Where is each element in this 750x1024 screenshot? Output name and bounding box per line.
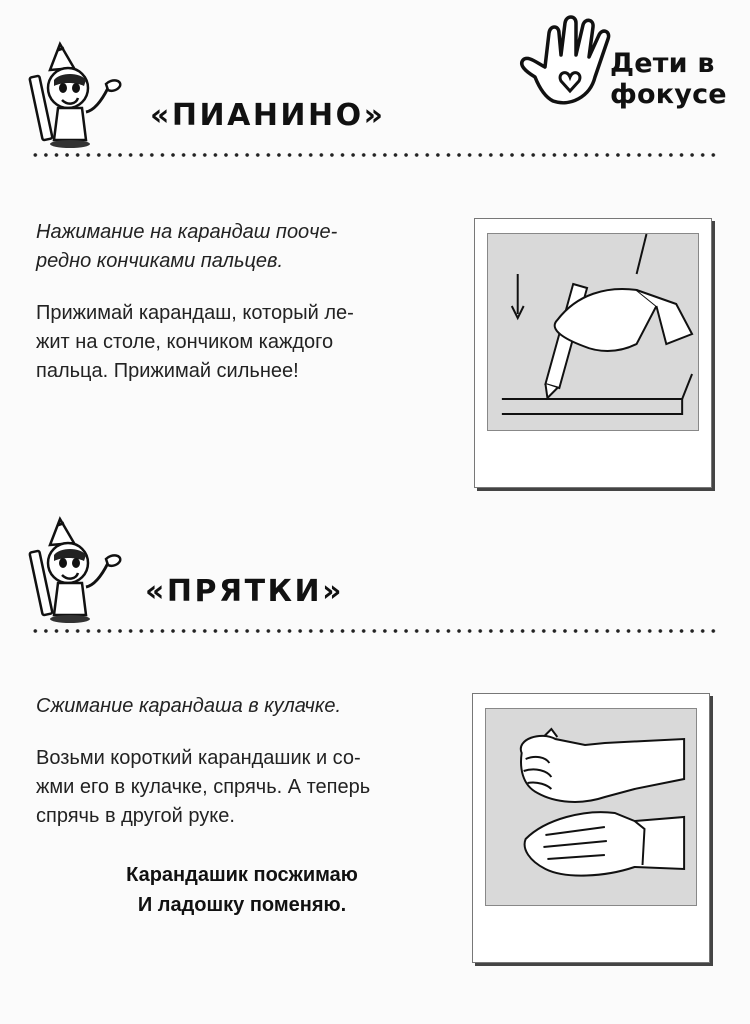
lead-line: Нажимание на карандаш поoче- [36,221,338,243]
section-text-piano [36,218,448,386]
pressing-pencil-illustration [487,233,699,431]
section-title-piano: «ПИАНИНО» [150,98,386,133]
lead-line: редно кончиками пальцев. [36,250,284,272]
body-line: Прижимай карандаш, который ле- [36,302,354,324]
pencil-mascot-icon [28,515,128,625]
body-line: Возьми короткий карандашик и со- [36,747,361,769]
rhyme-line: И ладошку поменяю. [137,894,347,916]
dotted-divider [30,152,720,158]
logo-line-1: Дети в [610,48,715,79]
illustration-frame [474,218,712,488]
body-line: пальца. Прижимай сильнее! [36,360,299,382]
rhyme-line: Карандашик посжимаю [126,864,358,886]
section-text-hide-and-seek [36,692,448,831]
illustration-frame [472,693,710,963]
fist-pencil-illustration [485,708,697,906]
section-title-hide-and-seek: «ПРЯТКИ» [145,574,345,609]
body-line: жит на столе, кончиком каждого [36,331,334,353]
logo-text [610,48,727,110]
logo-line-2: фокусе [610,79,727,110]
rhyme [36,860,448,920]
lead-line: Сжимание карандаша в кулачке. [36,695,341,717]
pencil-mascot-icon [28,40,128,150]
body-line: спрячь в другой руке. [36,805,235,827]
body-line: жми его в кулачке, спрячь. А теперь [36,776,371,798]
dotted-divider [30,628,720,634]
